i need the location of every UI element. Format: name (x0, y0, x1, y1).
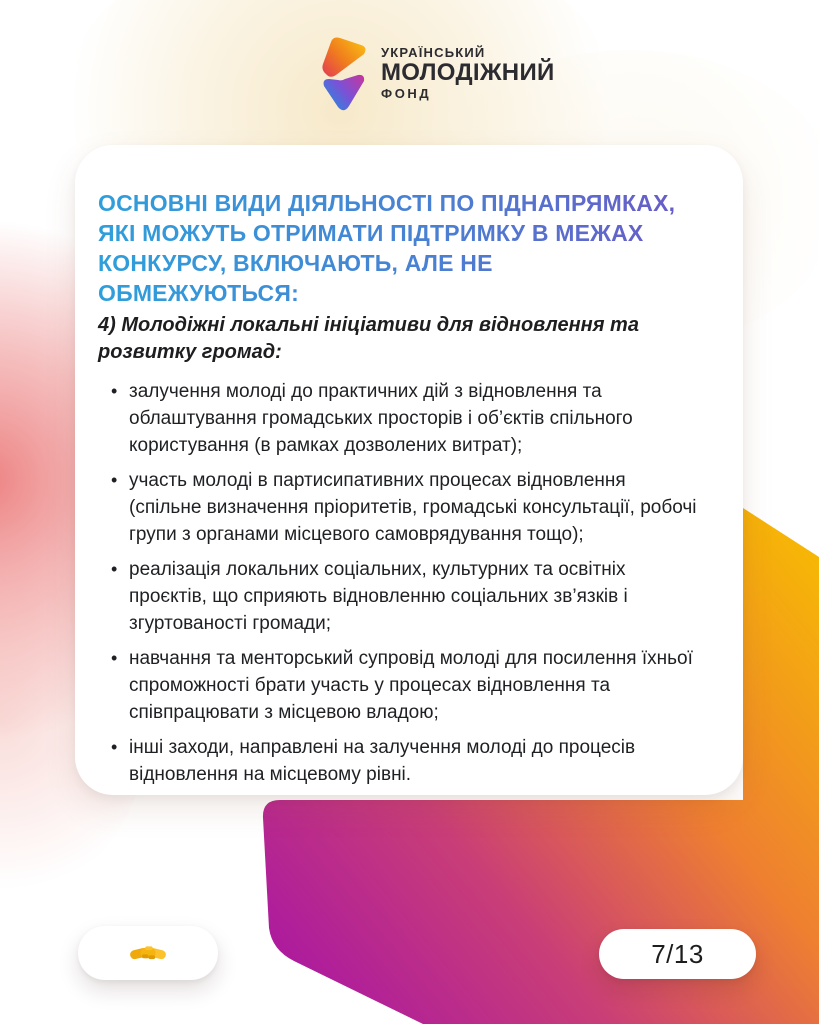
heading-line-3: КОНКУРСУ, ВКЛЮЧАЮТЬ, АЛЕ НЕ (98, 250, 493, 276)
bullet-item-1: • залучення молоді до практичних дій з відновлення та облаштування громадських просторів і об’єктів спільного користування (в рамках дозволених витрат); (111, 378, 701, 459)
heading-line-2: ЯКІ МОЖУТЬ ОТРИМАТИ ПІДТРИМКУ В МЕЖАХ (98, 220, 644, 246)
handshake-badge (78, 926, 218, 980)
umf-logo-icon (316, 34, 368, 112)
logo-text-molodizhnyi: МОЛОДІЖНИЙ (381, 58, 555, 86)
heading-line-4: ОБМЕЖУЮТЬСЯ: (98, 280, 299, 306)
logo (316, 34, 555, 112)
logo-text-ukrainian: УКРАЇНСЬКИЙ (381, 44, 486, 60)
handshake-icon (129, 941, 167, 965)
page-indicator-label: 7/13 (651, 938, 704, 969)
bullet-item-5: • інші заходи, направлені на залучення молоді до процесів відновлення на місцевому рівні. (111, 734, 701, 788)
card-subtitle: 4) Молодіжні локальні ініціативи для відновлення та розвитку громад: (98, 314, 639, 363)
logo-text (381, 45, 555, 101)
card-heading (98, 188, 725, 308)
logo-text-fond: ФОНД (381, 86, 432, 102)
heading-line-1: ОСНОВНІ ВИДИ ДІЯЛЬНОСТІ ПО ПІДНАПРЯМКАХ, (98, 190, 676, 216)
content-card (75, 145, 743, 795)
page-indicator (599, 929, 756, 979)
bullet-list (98, 378, 725, 788)
bullet-item-2: • участь молоді в партисипативних процесах відновлення (спільне визначення пріоритетів, громадські консультації, робочі групи з органами місцевого самоврядування тощо); (111, 467, 701, 548)
bullet-item-4: • навчання та менторський супровід молоді для посилення їхньої спроможності брати участь у процесах відновлення та співпрацювати з місцевою владою; (111, 645, 701, 726)
bullet-item-3: • реалізація локальних соціальних, культурних та освітніх проєктів, що сприяють відновленню соціальних зв’язків і згуртованості громади; (111, 556, 701, 637)
